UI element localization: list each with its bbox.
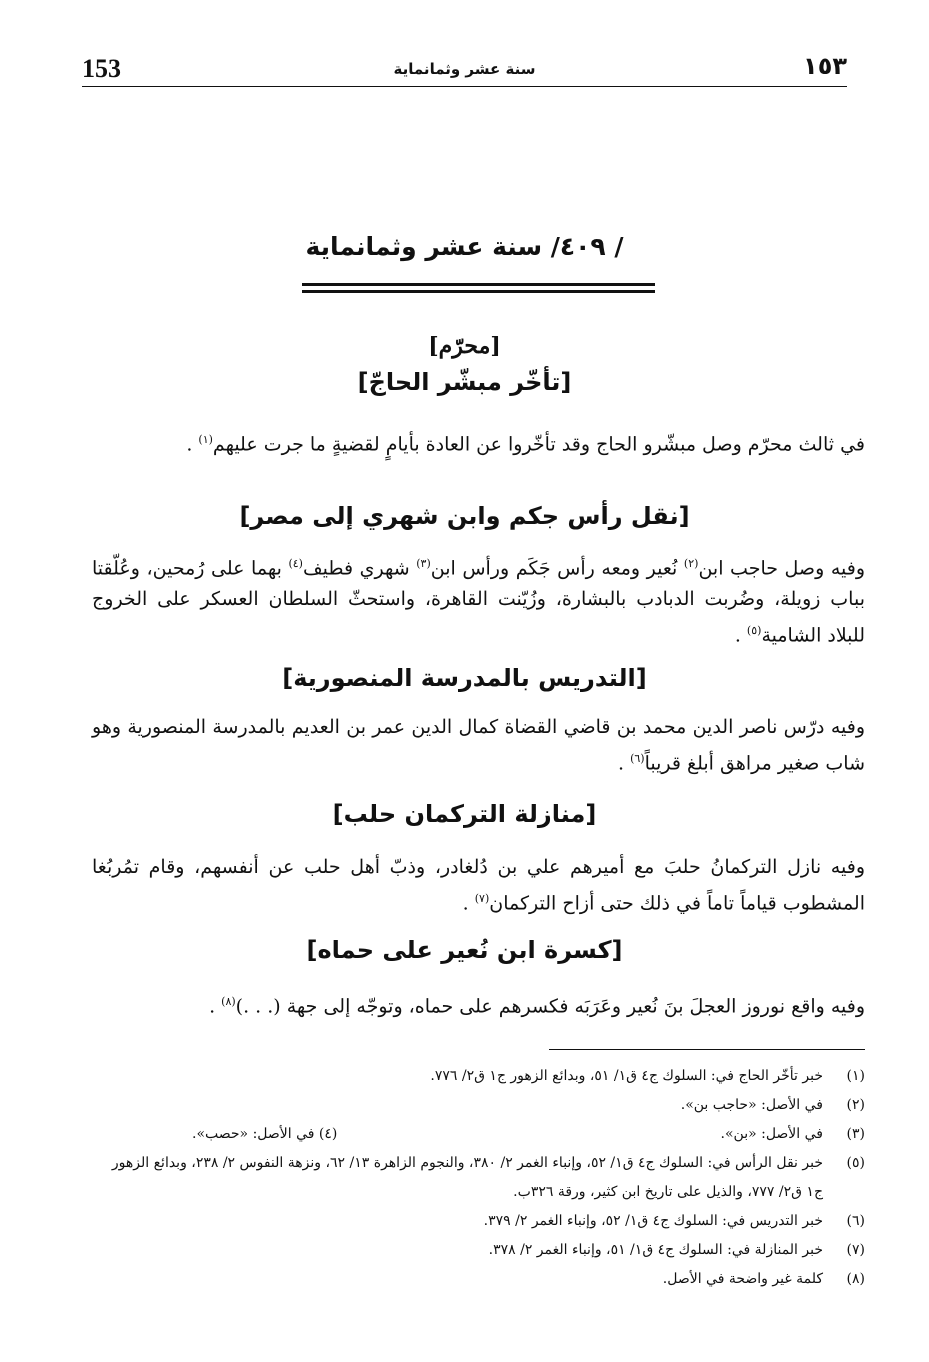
- section-text-jakam-head: [92, 548, 865, 652]
- section-title-pilgrim-herald: [تأخّر مبشّر الحاجّ]: [357, 368, 572, 396]
- footnote-number: (٢): [846, 1097, 865, 1113]
- footnote-number: (١): [846, 1068, 865, 1084]
- section-title-hama: [كسرة ابن نُعير على حماه]: [306, 936, 623, 964]
- footnote-5: [92, 1149, 865, 1207]
- text: وفيه وصل حاجب ابن: [698, 557, 865, 580]
- text: .: [186, 433, 199, 456]
- page-number-arabic: ١٥٣: [803, 52, 847, 80]
- footnote-ref: (٥): [746, 624, 762, 638]
- footnote-ref: (٣): [416, 557, 431, 570]
- footnote-text: خبر نقل الرأس في: السلوك ج٤ ق١/ ٥٢، وإنباء الغمر ٢/ ٣٨٠، والنجوم الزاهرة ١٣/ ٦٢، ونزهة النفوس ٢/ ٢٣٨، وبدائع الزهور ج١ ق٢/ ٧٧٧، والذيل على تاريخ ابن كثير، ورقة ٣٢٦ب.: [111, 1155, 823, 1200]
- running-title: سنة عشر وثمانماية: [393, 60, 536, 78]
- footnote-number: (٧): [846, 1242, 865, 1258]
- footnote-7: [92, 1236, 865, 1265]
- month-heading: [محرّم]: [428, 333, 501, 359]
- year-title: / ٤٠٩/ سنة عشر وثمانماية: [305, 232, 624, 261]
- footnote-ref: (٢): [683, 557, 699, 570]
- text: .: [462, 892, 475, 915]
- section-title-turkmen-aleppo: [منازلة التركمان حلب]: [332, 800, 597, 828]
- footnote-text: في الأصل: «حاجب بن».: [680, 1097, 823, 1113]
- page-header: [82, 52, 847, 92]
- text: .: [734, 624, 747, 647]
- section-text-mansuriyya: [92, 712, 865, 779]
- footnote-text: خبر تأخّر الحاج في: السلوك ج٤ ق١/ ٥١، وبدائع الزهور ج١ ق٢/ ٧٧٦.: [430, 1068, 823, 1084]
- title-double-rule: [302, 283, 655, 293]
- section-title-jakam-head: [نقل رأس جكم وابن شهري إلى مصر]: [239, 502, 690, 530]
- footnote-number: (٣): [846, 1126, 865, 1142]
- footnote-8: [92, 1265, 865, 1294]
- footnote-text: خبر التدريس في: السلوك ج٤ ق١/ ٥٢، وإنباء الغمر ٢/ ٣٧٩.: [483, 1213, 823, 1229]
- text: وفيه نازل التركمانُ حلبَ مع أميرهم علي بن دُلغادر، وذبّ أهل حلب عن أنفسهم، وقام تمُربُغا المشطوب قياماً تاماً في ذلك حتى أزاح التركمان: [92, 856, 865, 915]
- footnote-6: [92, 1207, 865, 1236]
- text: .: [617, 752, 631, 775]
- footnote-ref: (٤): [288, 557, 303, 570]
- footnote-text: كلمة غير واضحة في الأصل.: [662, 1271, 823, 1287]
- text: شهري فطيف: [302, 557, 417, 580]
- header-rule: [82, 86, 847, 87]
- footnote-text-4: (٤) في الأصل: «حصب».: [192, 1126, 338, 1142]
- footnote-text: في الأصل: «بن».: [720, 1126, 823, 1142]
- footnotes: [92, 1062, 865, 1294]
- footnote-ref: (٦): [630, 752, 645, 765]
- section-text-pilgrim-herald: [92, 424, 865, 460]
- footnote-ref: (٧): [474, 892, 490, 905]
- section-title-mansuriyya: [التدريس بالمدرسة المنصورية]: [282, 664, 647, 692]
- text: وفيه درّس ناصر الدين محمد بن قاضي القضاة كمال الدين عمر بن العديم بالمدرسة المنصورية وهو شاب صغير مراهق أبلغ قريباً: [92, 716, 865, 775]
- section-text-hama: [92, 986, 865, 1022]
- text: وفيه واقع نوروز العجلَ بنَ نُعير وعَرَبَه فكسرهم على حماه، وتوجّه إلى جهة (. . .): [235, 995, 865, 1018]
- footnote-3-4: [92, 1120, 865, 1149]
- footnote-number: (٦): [846, 1213, 865, 1229]
- footnote-ref: (٨): [221, 995, 236, 1008]
- page-number-latin: 153: [82, 54, 121, 83]
- text: في ثالث محرّم وصل مبشّرو الحاج وقد تأخّروا عن العادة بأيامٍ لقضيةٍ ما جرت عليهم: [212, 433, 865, 456]
- section-text-turkmen-aleppo: [92, 852, 865, 919]
- footnote-number: (٥): [846, 1155, 865, 1171]
- footnote-number: (٨): [846, 1271, 865, 1287]
- text: نُعير ومعه رأس جَكَم ورأس ابن: [430, 557, 684, 580]
- footnote-1: [92, 1062, 865, 1091]
- footnote-text: خبر المنازلة في: السلوك ج٤ ق١/ ٥١، وإنباء الغمر ٢/ ٣٧٨.: [488, 1242, 823, 1258]
- text: .: [209, 995, 222, 1018]
- footnote-2: [92, 1091, 865, 1120]
- text: بهما على رُمحين، وعُلّقتا بباب زويلة، وضُربت الدبادب بالبشارة، وزُيّنت القاهرة، واستحثّ السلطان العسكر على الخروج للبلاد الشامية: [92, 557, 865, 647]
- footnote-rule: [549, 1049, 865, 1050]
- footnote-ref: (١): [198, 433, 213, 446]
